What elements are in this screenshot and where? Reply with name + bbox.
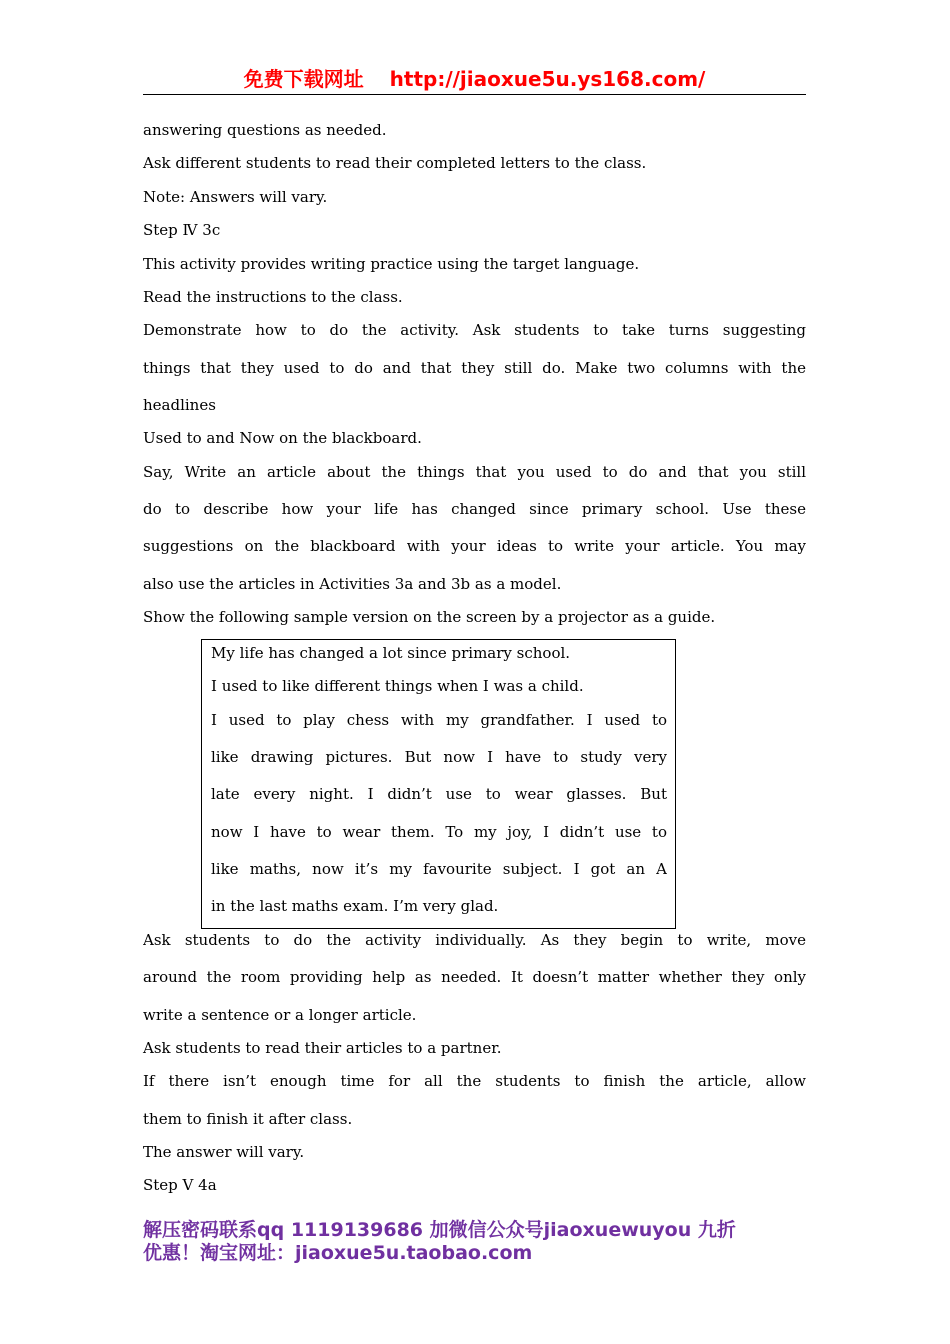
- sample-line: I used to play chess with my grandfather. I used to: [211, 710, 667, 729]
- text-line: This activity provides writing practice using the target language.: [143, 254, 640, 273]
- text-line: things that they used to do and that they still do. Make two columns with the: [143, 358, 806, 377]
- text-line: also use the articles in Activities 3a and 3b as a model.: [143, 574, 562, 593]
- text-line: Ask different students to read their completed letters to the class.: [143, 154, 647, 173]
- header-url[interactable]: http://jiaoxue5u.ys168.com/: [389, 67, 706, 91]
- text-line: Note: Answers will vary.: [143, 187, 328, 206]
- text-line: suggestions on the blackboard with your ideas to write your article. You may: [143, 537, 806, 556]
- header-title: 免费下载网址: [243, 67, 364, 91]
- text-line: Ask students to read their articles to a partner.: [143, 1038, 502, 1057]
- sample-line: late every night. I didn’t use to wear glasses. But: [211, 785, 667, 804]
- document-body-continued: [143, 930, 806, 1209]
- text-line: them to finish it after class.: [143, 1109, 353, 1128]
- text-line: The answer will vary.: [143, 1143, 305, 1162]
- document-body: [143, 120, 806, 640]
- sample-line: My life has changed a lot since primary school.: [211, 644, 571, 662]
- text-line: around the room providing help as needed. It doesn’t matter whether they only: [143, 968, 806, 987]
- text-line: headlines: [143, 395, 216, 414]
- text-line: Ask students to do the activity individually. As they begin to write, move: [143, 931, 806, 949]
- text-line: do to describe how your life has changed since primary school. Use these: [143, 500, 806, 519]
- text-line: Used to and Now on the blackboard.: [143, 429, 422, 448]
- sample-line: in the last maths exam. I’m very glad.: [211, 897, 499, 916]
- text-line: Demonstrate how to do the activity. Ask students to take turns suggesting: [143, 321, 806, 340]
- text-line: answering questions as needed.: [143, 121, 387, 139]
- sample-line: I used to like different things when I was a child.: [211, 677, 584, 696]
- step-heading: Step Ⅳ 3c: [143, 221, 221, 240]
- sample-line: like maths, now it’s my favourite subject. I got an A: [211, 859, 667, 878]
- footer-line-2: 优惠！淘宝网址：jiaoxue5u.taobao.com: [143, 1242, 533, 1264]
- sample-article-box: [201, 639, 676, 929]
- footer-line-1: 解压密码联系qq 1119139686 加微信公众号jiaoxuewuyou 九折: [143, 1219, 736, 1241]
- page-footer: [143, 1219, 806, 1265]
- text-line: Say, Write an article about the things that you used to do and that you still: [143, 462, 806, 481]
- page-header: [143, 66, 806, 95]
- sample-line: like drawing pictures. But now I have to study very: [211, 748, 667, 767]
- text-line: write a sentence or a longer article.: [143, 1005, 417, 1024]
- text-line: Show the following sample version on the screen by a projector as a guide.: [143, 608, 716, 626]
- step-heading: Step Ⅴ 4a: [143, 1176, 217, 1195]
- text-line: Read the instructions to the class.: [143, 287, 403, 306]
- text-line: If there isn’t enough time for all the students to finish the article, allow: [143, 1072, 806, 1091]
- sample-line: now I have to wear them. To my joy, I didn’t use to: [211, 822, 667, 841]
